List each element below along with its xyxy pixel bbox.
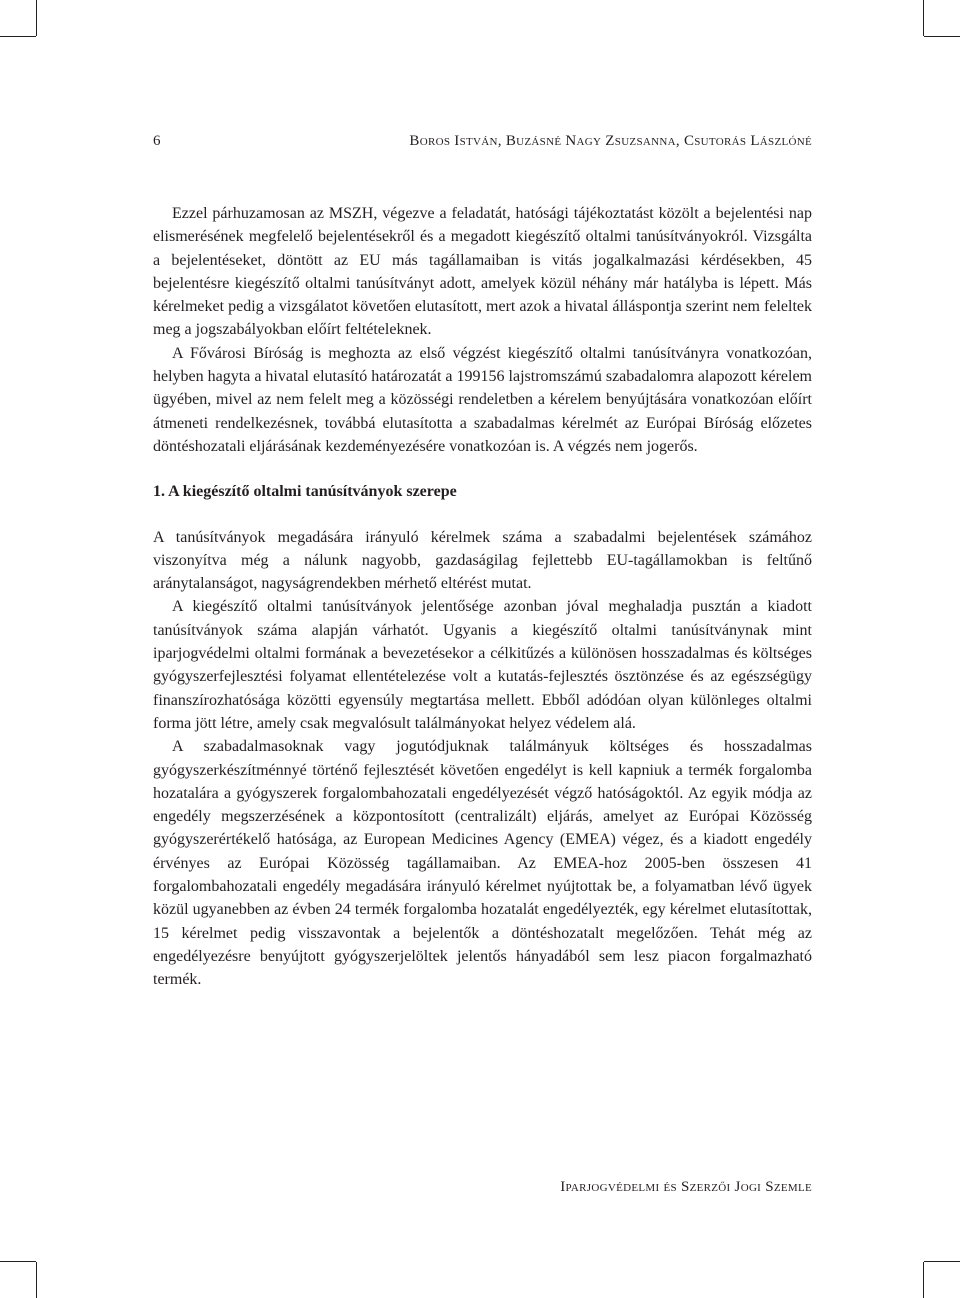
crop-mark-bottom-left-h (0, 1261, 36, 1262)
crop-mark-top-left-v (36, 0, 37, 36)
paragraph: A tanúsítványok megadására irányuló kérelmek száma a szabadalmi bejelentések számához viszonyítva még a nálunk nagyobb, gazdaságilag fejlettebb EU-tagállamokban is feltűnő aránytalanságot, nagyságrendekben mérhető eltérést mutat. (153, 528, 812, 593)
running-foot-journal: Iparjogvédelmi és Szerzői Jogi Szemle (560, 1179, 812, 1195)
paragraph: A szabadalmasoknak vagy jogutódjuknak találmányuk költséges és hosszadalmas gyógyszerkészítménnyé történő fejlesztését követően engedélyt is kell kapniuk a termék forgalomba hozatalára a gyógyszerek forgalombahozatali engedélyezését végző hatóságoktól. Az egyik módja az engedély megszerzésének a központosított (centralizált) eljárás, amelyet az Európai Közösség gyógyszerértékelő hatósága, az European Medicines Agency (EMEA) végez, és a kiadott engedély érvényes az Európai Közösség tagállamaiban. Az EMEA-hoz 2005-ben összesen 41 forgalombahozatali engedély megadására irányuló kérelmet nyújtottak be, a folyamatban lévő ügyek közül ugyanebben az évben 24 termék forgalomba hozatalát engedélyezték, egy kérelmet elutasítottak, 15 kérelmet pedig visszavontak a bejelentők a döntéshozatalt megelőzően. Tehát még az engedélyezésre benyújtott gyógyszerjelöltek jelentős hányadából sem lesz piacon forgalmazható termék. (153, 738, 812, 989)
paragraph: A kiegészítő oltalmi tanúsítványok jelentősége azonban jóval meghaladja pusztán a kiadott tanúsítványok száma alapján várhatót. Ugyanis a kiegészítő oltalmi tanúsítványnak mint iparjogvédelmi oltalmi formának a bevezetésekor a célkitűzés a különösen hosszadalmas és költséges gyógyszerfejlesztési folyamat ellentételezése volt a kutatás-fejlesztés ösztönzése és az egészségügy finanszírozhatósága közötti egyensúly megtartása mellett. Ebből adódóan olyan különleges oltalmi forma jött létre, amely csak megvalósult találmányokat helyez védelem alá. (153, 598, 812, 732)
crop-mark-top-right-h (924, 36, 960, 37)
page-number: 6 (153, 133, 161, 149)
crop-mark-top-left-h (0, 36, 36, 37)
crop-mark-bottom-left-v (36, 1262, 37, 1298)
crop-mark-bottom-right-v (923, 1262, 924, 1298)
crop-mark-top-right-v (923, 0, 924, 36)
running-head-authors: Boros István, Buzásné Nagy Zsuzsanna, Csutorás Lászlóné (409, 133, 812, 149)
paragraph: Ezzel párhuzamosan az MSZH, végezve a feladatát, hatósági tájékoztatást közölt a bejelentési nap elismerésének megfelelő bejelentésekről és a megadott kiegészítő oltalmi tanúsítványokról. Vizsgálta a bejelentéseket, döntött az EU más tagállamaiban is vitás jogalkalmazási kérdésekben, 45 bejelentésre kiegészítő oltalmi tanúsítványt adott, amelyek közül néhány már hatályba is lépett. Más kérelmeket pedig a vizsgálatot követően elutasított, mert azok a hivatal álláspontja szerint nem feleltek meg a jogszabályokban előírt feltételeknek. (153, 205, 812, 339)
crop-mark-bottom-right-h (924, 1261, 960, 1262)
body-text (153, 202, 812, 992)
paragraph: A Fővárosi Bíróság is meghozta az első végzést kiegészítő oltalmi tanúsítványra vonatkozóan, helyben hagyta a hivatal elutasító határozatát a 199156 lajstromszámú szabadalomra alapozott kérelem ügyében, mivel az nem felelt meg a közösségi rendeletben a kérelem benyújtására vonatkozóan előírt átmeneti rendelkezésnek, továbbá elutasította a szabadalmas kérelmét az Európai Bíróság előzetes döntéshozatali eljárásának kezdeményezésére vonatkozóan is. A végzés nem jogerős. (153, 344, 812, 455)
section-heading: 1. A kiegészítő oltalmi tanúsítványok szerepe (153, 483, 457, 501)
